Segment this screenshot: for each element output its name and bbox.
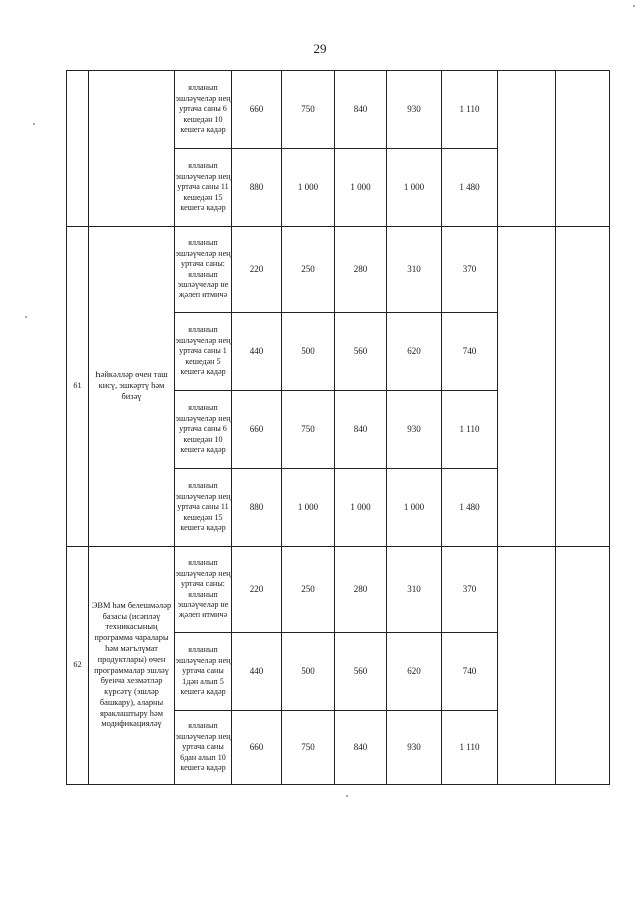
- value-cell: 370: [442, 547, 498, 633]
- condition-cell: ялланып эшләүчеләр нең уртача саны 6 кешедән 10 кешегә кадәр: [175, 71, 232, 149]
- condition-cell: ялланып эшләүчеләр нең уртача саны 6 кешедән 10 кешегә кадәр: [175, 391, 232, 469]
- value-cell: 930: [387, 71, 442, 149]
- value-cell: 740: [442, 313, 498, 391]
- scan-speck: [33, 123, 35, 125]
- value-cell: 930: [387, 711, 442, 785]
- value-cell: 930: [387, 391, 442, 469]
- value-cell: 310: [387, 547, 442, 633]
- value-cell: 1 000: [282, 469, 335, 547]
- value-cell: 1 110: [442, 71, 498, 149]
- value-cell: 250: [282, 227, 335, 313]
- table-row: [67, 71, 610, 149]
- activity-title-cell: ЭВМ һәм белешмәләр базасы (исәпләү техникасының программа чаралары һәм мәгълүмат продуктлары) өчен программалар эшләү буенча хезмәтләр күрсәтү (эшләр башкару), аларны яраклаштыру һәм модификацияләү: [89, 547, 175, 785]
- value-cell: 660: [232, 391, 282, 469]
- value-cell: 1 480: [442, 149, 498, 227]
- value-cell: 280: [335, 547, 387, 633]
- tariff-table: [66, 70, 610, 785]
- value-cell: 740: [442, 633, 498, 711]
- condition-cell: ялланып эшләүчеләр нең уртача саны 6дан алып 10 кешегә кадәр: [175, 711, 232, 785]
- scan-speck: [25, 316, 27, 318]
- value-cell: 500: [282, 313, 335, 391]
- empty-cell: [556, 71, 610, 227]
- value-cell: 220: [232, 547, 282, 633]
- row-number-cell: [67, 71, 89, 227]
- value-cell: 660: [232, 711, 282, 785]
- table-row: [67, 547, 610, 633]
- value-cell: 1 000: [387, 469, 442, 547]
- value-cell: 1 480: [442, 469, 498, 547]
- value-cell: 280: [335, 227, 387, 313]
- value-cell: 220: [232, 227, 282, 313]
- empty-cell: [498, 71, 556, 227]
- table-row: [67, 227, 610, 313]
- value-cell: 660: [232, 71, 282, 149]
- condition-cell: ялланып эшләүчеләр нең уртача саны 1 кешедән 5 кешегә кадәр: [175, 313, 232, 391]
- value-cell: 440: [232, 633, 282, 711]
- value-cell: 620: [387, 633, 442, 711]
- value-cell: 880: [232, 469, 282, 547]
- value-cell: 880: [232, 149, 282, 227]
- value-cell: 440: [232, 313, 282, 391]
- value-cell: 1 110: [442, 391, 498, 469]
- value-cell: 560: [335, 313, 387, 391]
- value-cell: 310: [387, 227, 442, 313]
- row-number-cell: 62: [67, 547, 89, 785]
- condition-cell: ялланып эшләүчеләр нең уртача саны 11 кешедән 15 кешегә кадәр: [175, 469, 232, 547]
- empty-cell: [498, 547, 556, 785]
- page-number: 29: [313, 41, 327, 56]
- empty-cell: [556, 227, 610, 547]
- value-cell: 250: [282, 547, 335, 633]
- row-number-cell: 61: [67, 227, 89, 547]
- empty-cell: [556, 547, 610, 785]
- scan-speck: [346, 795, 348, 797]
- value-cell: 840: [335, 711, 387, 785]
- value-cell: 1 110: [442, 711, 498, 785]
- value-cell: 1 000: [335, 149, 387, 227]
- value-cell: 750: [282, 711, 335, 785]
- value-cell: 1 000: [282, 149, 335, 227]
- value-cell: 500: [282, 633, 335, 711]
- condition-cell: ялланып эшләүчеләр нең уртача саны: ялланып эшләүчеләр не җәлеп итмичә: [175, 227, 232, 313]
- value-cell: 620: [387, 313, 442, 391]
- value-cell: 750: [282, 391, 335, 469]
- activity-title-cell: [89, 71, 175, 227]
- condition-cell: ялланып эшләүчеләр нең уртача саны: ялланып эшләүчеләр не җәлеп итмичә: [175, 547, 232, 633]
- value-cell: 840: [335, 71, 387, 149]
- scan-speck: [633, 5, 635, 7]
- condition-cell: ялланып эшләүчеләр нең уртача саны 1дән алып 5 кешегә кадәр: [175, 633, 232, 711]
- condition-cell: ялланып эшләүчеләр нең уртача саны 11 кешедән 15 кешегә кадәр: [175, 149, 232, 227]
- value-cell: 1 000: [335, 469, 387, 547]
- value-cell: 840: [335, 391, 387, 469]
- empty-cell: [498, 227, 556, 547]
- value-cell: 1 000: [387, 149, 442, 227]
- activity-title-cell: Һәйкәлләр өчен таш кисү, эшкәртү һәм бизәү: [89, 227, 175, 547]
- value-cell: 370: [442, 227, 498, 313]
- value-cell: 560: [335, 633, 387, 711]
- value-cell: 750: [282, 71, 335, 149]
